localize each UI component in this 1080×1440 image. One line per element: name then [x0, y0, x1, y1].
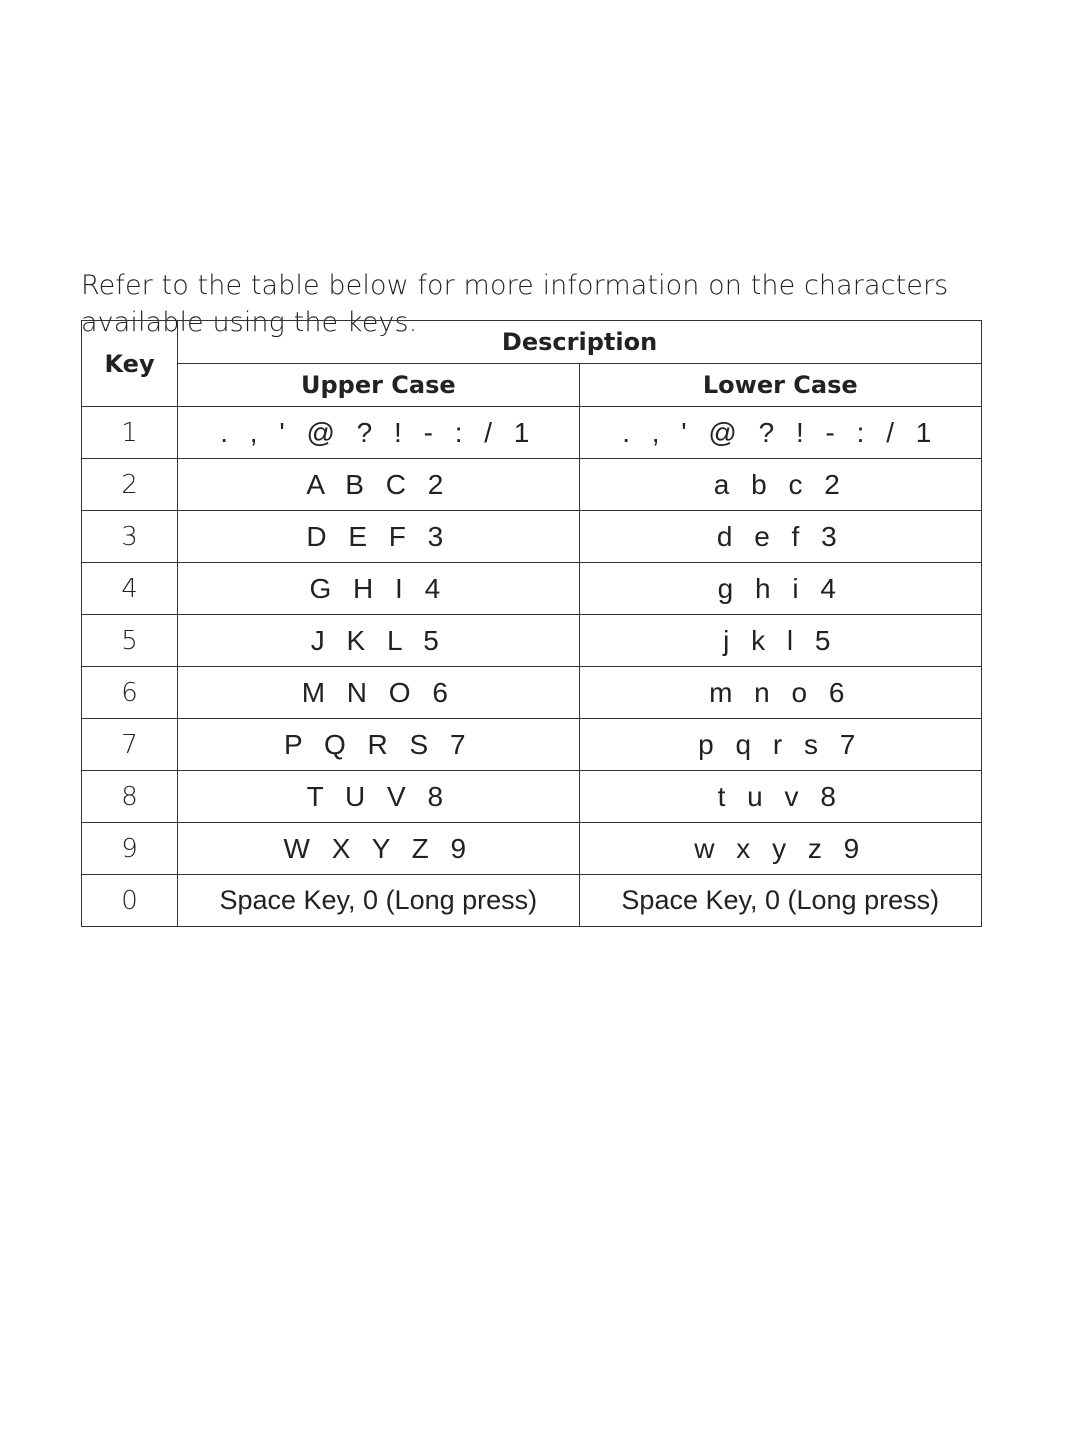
key-cell: 9 [82, 823, 178, 875]
lower-case-cell: a b c 2 [579, 459, 981, 511]
upper-case-cell: W X Y Z 9 [178, 823, 579, 875]
lower-case-cell: . , ' @ ? ! - : / 1 [579, 407, 981, 459]
lower-case-cell: d e f 3 [579, 511, 981, 563]
upper-case-cell: A B C 2 [178, 459, 579, 511]
header-upper-case: Upper Case [178, 364, 579, 407]
table-row [82, 823, 982, 875]
lower-case-cell: j k l 5 [579, 615, 981, 667]
table-row [82, 615, 982, 667]
table-row [82, 771, 982, 823]
lower-case-cell: Space Key, 0 (Long press) [579, 875, 981, 927]
upper-case-cell: G H I 4 [178, 563, 579, 615]
table-row [82, 719, 982, 771]
key-character-table [81, 320, 982, 927]
key-cell: 7 [82, 719, 178, 771]
key-cell: 4 [82, 563, 178, 615]
intro-paragraph: Refer to the table below for more information on the characters available using the keys. [81, 270, 949, 338]
lower-case-cell: p q r s 7 [579, 719, 981, 771]
key-cell: 1 [82, 407, 178, 459]
table-row [82, 563, 982, 615]
key-cell: 2 [82, 459, 178, 511]
lower-case-cell: m n o 6 [579, 667, 981, 719]
key-cell: 8 [82, 771, 178, 823]
key-cell: 6 [82, 667, 178, 719]
upper-case-cell: P Q R S 7 [178, 719, 579, 771]
table-row [82, 511, 982, 563]
table-row [82, 875, 982, 927]
upper-case-cell: Space Key, 0 (Long press) [178, 875, 579, 927]
upper-case-cell: J K L 5 [178, 615, 579, 667]
key-cell: 5 [82, 615, 178, 667]
key-cell: 0 [82, 875, 178, 927]
lower-case-cell: t u v 8 [579, 771, 981, 823]
upper-case-cell: . , ' @ ? ! - : / 1 [178, 407, 579, 459]
header-lower-case: Lower Case [579, 364, 981, 407]
upper-case-cell: D E F 3 [178, 511, 579, 563]
upper-case-cell: T U V 8 [178, 771, 579, 823]
table-row [82, 667, 982, 719]
key-cell: 3 [82, 511, 178, 563]
lower-case-cell: w x y z 9 [579, 823, 981, 875]
upper-case-cell: M N O 6 [178, 667, 579, 719]
table-row [82, 407, 982, 459]
header-key: Key [82, 321, 178, 407]
table-row [82, 459, 982, 511]
header-description: Description [178, 321, 982, 364]
lower-case-cell: g h i 4 [579, 563, 981, 615]
